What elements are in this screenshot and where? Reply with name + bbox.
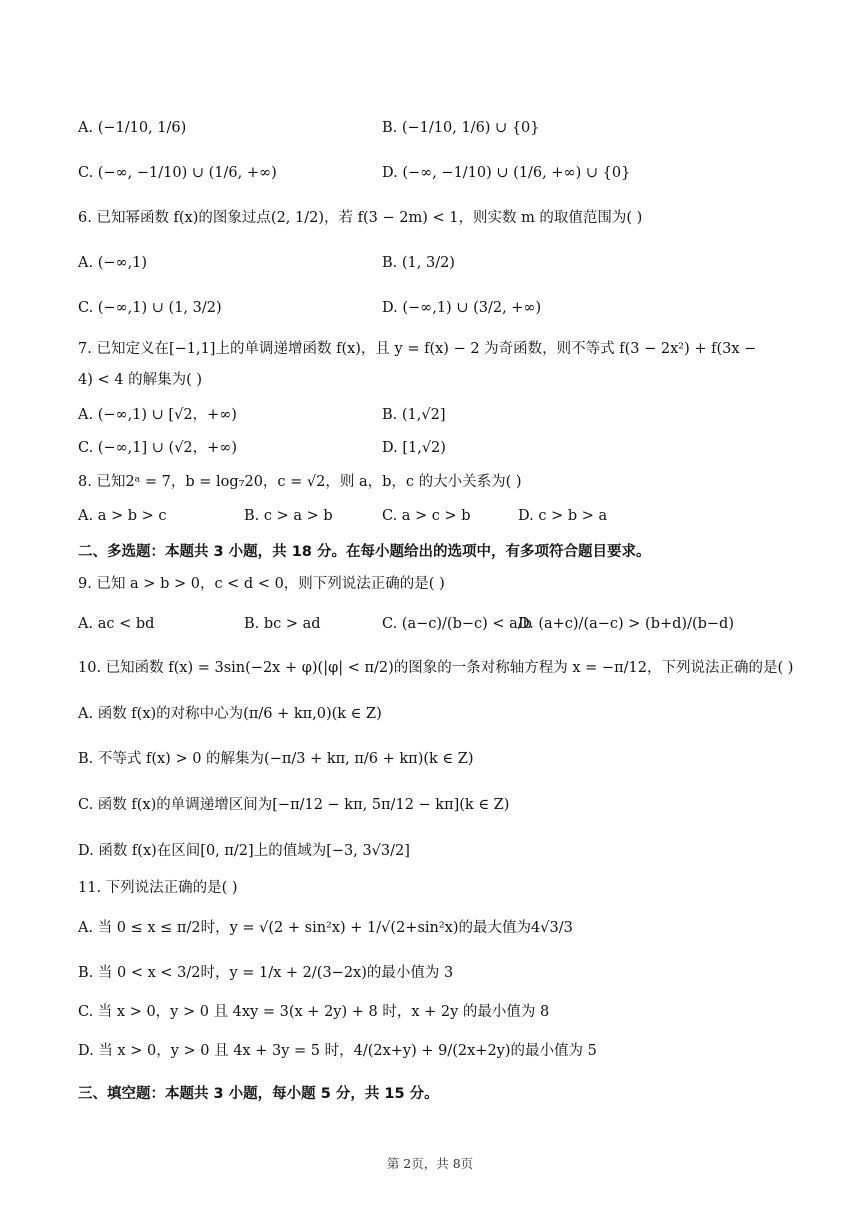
q10-stem: 10. 已知函数 f(x) = 3sin(−2x + φ)(|φ| < π/2)的图象的一条对称轴方程为 x = −π/12，下列说法正确的是( ) <box>78 660 794 676</box>
q8-stem: 8. 已知2ᵃ = 7，b = log₇20，c = √2，则 a，b，c 的大小关系为( ) <box>78 474 522 490</box>
q9-option-b: B. bc > ad <box>244 616 321 632</box>
q9-stem: 9. 已知 a > b > 0，c < d < 0，则下列说法正确的是( ) <box>78 576 445 592</box>
section-heading-multiple-choice: 二、多选题：本题共 3 小题，共 18 分。在每小题给出的选项中，有多项符合题目要求。 <box>78 544 651 560</box>
q5-option-d: D. (−∞, −1/10) ∪ (1/6, +∞) ∪ {0} <box>382 165 631 181</box>
q8-option-d: D. c > b > a <box>518 508 608 524</box>
q7-stem-line2: 4) < 4 的解集为( ) <box>78 372 203 388</box>
q6-option-a: A. (−∞,1) <box>78 255 148 271</box>
q8-option-c: C. a > c > b <box>382 508 471 524</box>
section-heading-fill-in: 三、填空题：本题共 3 小题，每小题 5 分，共 15 分。 <box>78 1086 439 1102</box>
q11-stem: 11. 下列说法正确的是( ) <box>78 880 238 896</box>
q6-option-b: B. (1, 3/2) <box>382 255 455 271</box>
q7-option-d: D. [1,√2) <box>382 440 446 456</box>
q5-option-c: C. (−∞, −1/10) ∪ (1/6, +∞) <box>78 165 277 181</box>
q9-option-d: D. (a+c)/(a−c) > (b+d)/(b−d) <box>518 616 734 632</box>
q10-option-b: B. 不等式 f(x) > 0 的解集为(−π/3 + kπ, π/6 + kπ)(k ∈ Z) <box>78 751 474 767</box>
q7-option-c: C. (−∞,1] ∪ (√2，+∞) <box>78 440 238 456</box>
q10-option-a: A. 函数 f(x)的对称中心为(π/6 + kπ,0)(k ∈ Z) <box>78 706 382 722</box>
q6-stem: 6. 已知幂函数 f(x)的图象过点(2, 1/2)，若 f(3 − 2m) < 1，则实数 m 的取值范围为( ) <box>78 210 643 226</box>
q10-option-c: C. 函数 f(x)的单调递增区间为[−π/12 − kπ, 5π/12 − kπ](k ∈ Z) <box>78 797 510 813</box>
q11-option-b: B. 当 0 < x < 3/2时，y = 1/x + 2/(3−2x)的最小值为 3 <box>78 965 454 981</box>
page-number-footer: 第 2页，共 8页 <box>386 1156 474 1171</box>
q8-option-b: B. c > a > b <box>244 508 333 524</box>
q5-option-b: B. (−1/10, 1/6) ∪ {0} <box>382 120 540 136</box>
q7-option-a: A. (−∞,1) ∪ [√2，+∞) <box>78 407 237 423</box>
q9-option-c: C. (a−c)/(b−c) < a/b <box>382 616 532 632</box>
q11-option-a: A. 当 0 ≤ x ≤ π/2时，y = √(2 + sin²x) + 1/√(2+sin²x)的最大值为4√3/3 <box>78 920 573 936</box>
q6-option-d: D. (−∞,1) ∪ (3/2, +∞) <box>382 300 542 316</box>
q5-option-a: A. (−1/10, 1/6) <box>78 120 187 136</box>
q11-option-d: D. 当 x > 0，y > 0 且 4x + 3y = 5 时，4/(2x+y) + 9/(2x+2y)的最小值为 5 <box>78 1043 597 1059</box>
q6-option-c: C. (−∞,1) ∪ (1, 3/2) <box>78 300 222 316</box>
q7-stem-line1: 7. 已知定义在[−1,1]上的单调递增函数 f(x)，且 y = f(x) − 2 为奇函数，则不等式 f(3 − 2x²) + f(3x − <box>78 341 757 357</box>
q10-option-d: D. 函数 f(x)在区间[0, π/2]上的值域为[−3, 3√3/2] <box>78 843 410 859</box>
q11-option-c: C. 当 x > 0，y > 0 且 4xy = 3(x + 2y) + 8 时，x + 2y 的最小值为 8 <box>78 1004 550 1020</box>
q9-option-a: A. ac < bd <box>78 616 155 632</box>
q7-option-b: B. (1,√2] <box>382 407 446 423</box>
q8-option-a: A. a > b > c <box>78 508 167 524</box>
